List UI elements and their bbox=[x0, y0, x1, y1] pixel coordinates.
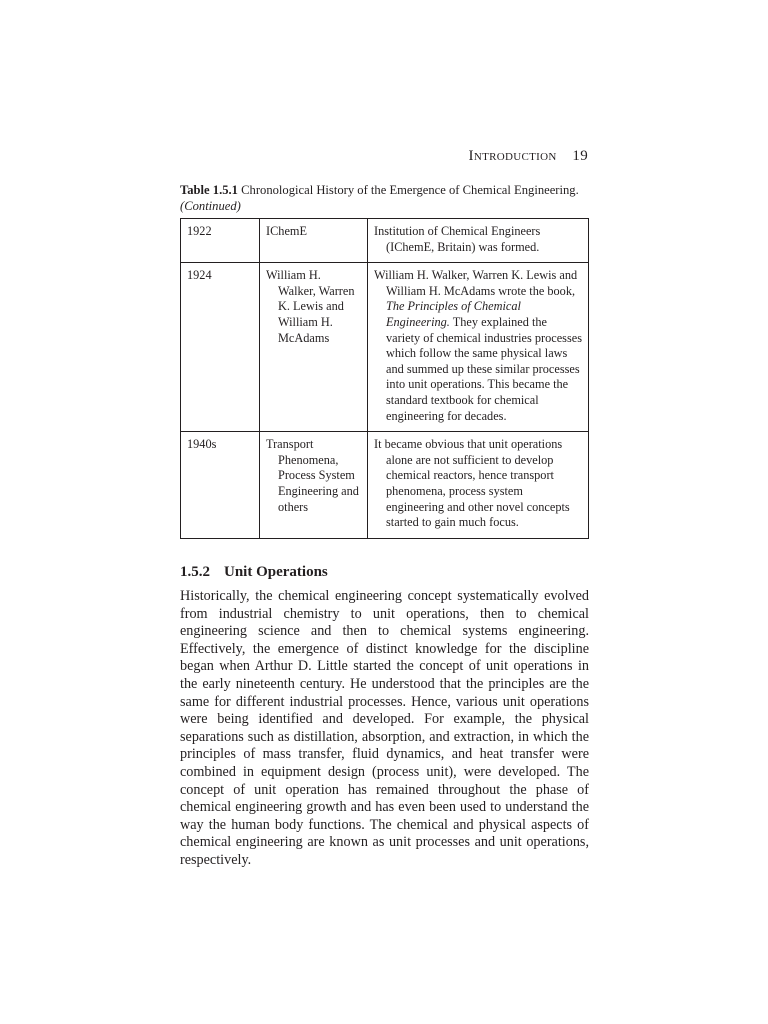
book-title: The Principles of Chemical Engineering. bbox=[386, 299, 521, 329]
cell-description bbox=[368, 263, 589, 432]
cell-description-text bbox=[374, 268, 582, 424]
table-caption-label: Table 1.5.1 bbox=[180, 183, 238, 197]
description-text: Institution of Chemical Engineers (IChemE, Britain) was formed. bbox=[374, 224, 541, 254]
cell-description bbox=[368, 219, 589, 263]
cell-who bbox=[260, 432, 368, 539]
section-number: 1.5.2 bbox=[180, 564, 210, 580]
running-head-title: Introduction bbox=[468, 148, 557, 164]
running-head bbox=[180, 148, 588, 165]
table-caption-continued: (Continued) bbox=[180, 199, 241, 213]
body-paragraph: Historically, the chemical engineering concept systematically evolved from industrial chemistry to unit operations, then to chemical engineering science and then to chemical systems engineering. Effectively, the emergence of distinct knowledge for the discipline began when Arthur D. Little started the concept of unit operations in the early nineteenth century. He understood that the principles are the same for different industrial processes. Hence, various unit operations were being identified and developed. For example, the physical separations such as distillation, absorption, and extraction, in which the principles of mass transfer, fluid dynamics, and heat transfer were combined in equipment design (process unit), were developed. The concept of unit operation has remained throughout the phase of chemical engineering growth and has even been used to understand the way the human body functions. The chemical and physical aspects of chemical engineering are known as unit processes and unit operations, respectively. bbox=[180, 588, 589, 868]
table-row bbox=[181, 219, 589, 263]
cell-who bbox=[260, 263, 368, 432]
table-caption-text: Chronological History of the Emergence of Chemical Engineering. bbox=[241, 183, 579, 197]
table-row bbox=[181, 432, 589, 539]
cell-year: 1924 bbox=[181, 263, 260, 432]
table-caption bbox=[180, 182, 592, 214]
chronology-table bbox=[180, 218, 589, 539]
cell-who-text: IChemE bbox=[266, 224, 307, 238]
section-heading bbox=[180, 564, 328, 581]
cell-who-text: William H. Walker, Warren K. Lewis and William H. McAdams bbox=[266, 268, 355, 345]
description-text-continued: They explained the variety of chemical industries processes which follow the same physical laws and summed up these similar processes into unit operations. This became the standard textbook for chemical engineering for decades. bbox=[386, 314, 582, 423]
cell-who bbox=[260, 219, 368, 263]
page-number: 19 bbox=[572, 148, 588, 164]
cell-year: 1940s bbox=[181, 432, 260, 539]
cell-description-text bbox=[374, 224, 582, 255]
cell-description-text bbox=[374, 437, 582, 531]
table-row bbox=[181, 263, 589, 432]
description-text: It became obvious that unit operations alone are not sufficient to develop chemical reactors, hence transport phenomena, process system engineering and other novel concepts started to gain much focus. bbox=[374, 437, 570, 530]
description-text: William H. Walker, Warren K. Lewis and William H. McAdams wrote the book, bbox=[374, 268, 578, 298]
cell-description bbox=[368, 432, 589, 539]
section-title: Unit Operations bbox=[224, 564, 328, 580]
cell-who-text: Transport Phenomena, Process System Engineering and others bbox=[266, 437, 359, 514]
cell-year: 1922 bbox=[181, 219, 260, 263]
